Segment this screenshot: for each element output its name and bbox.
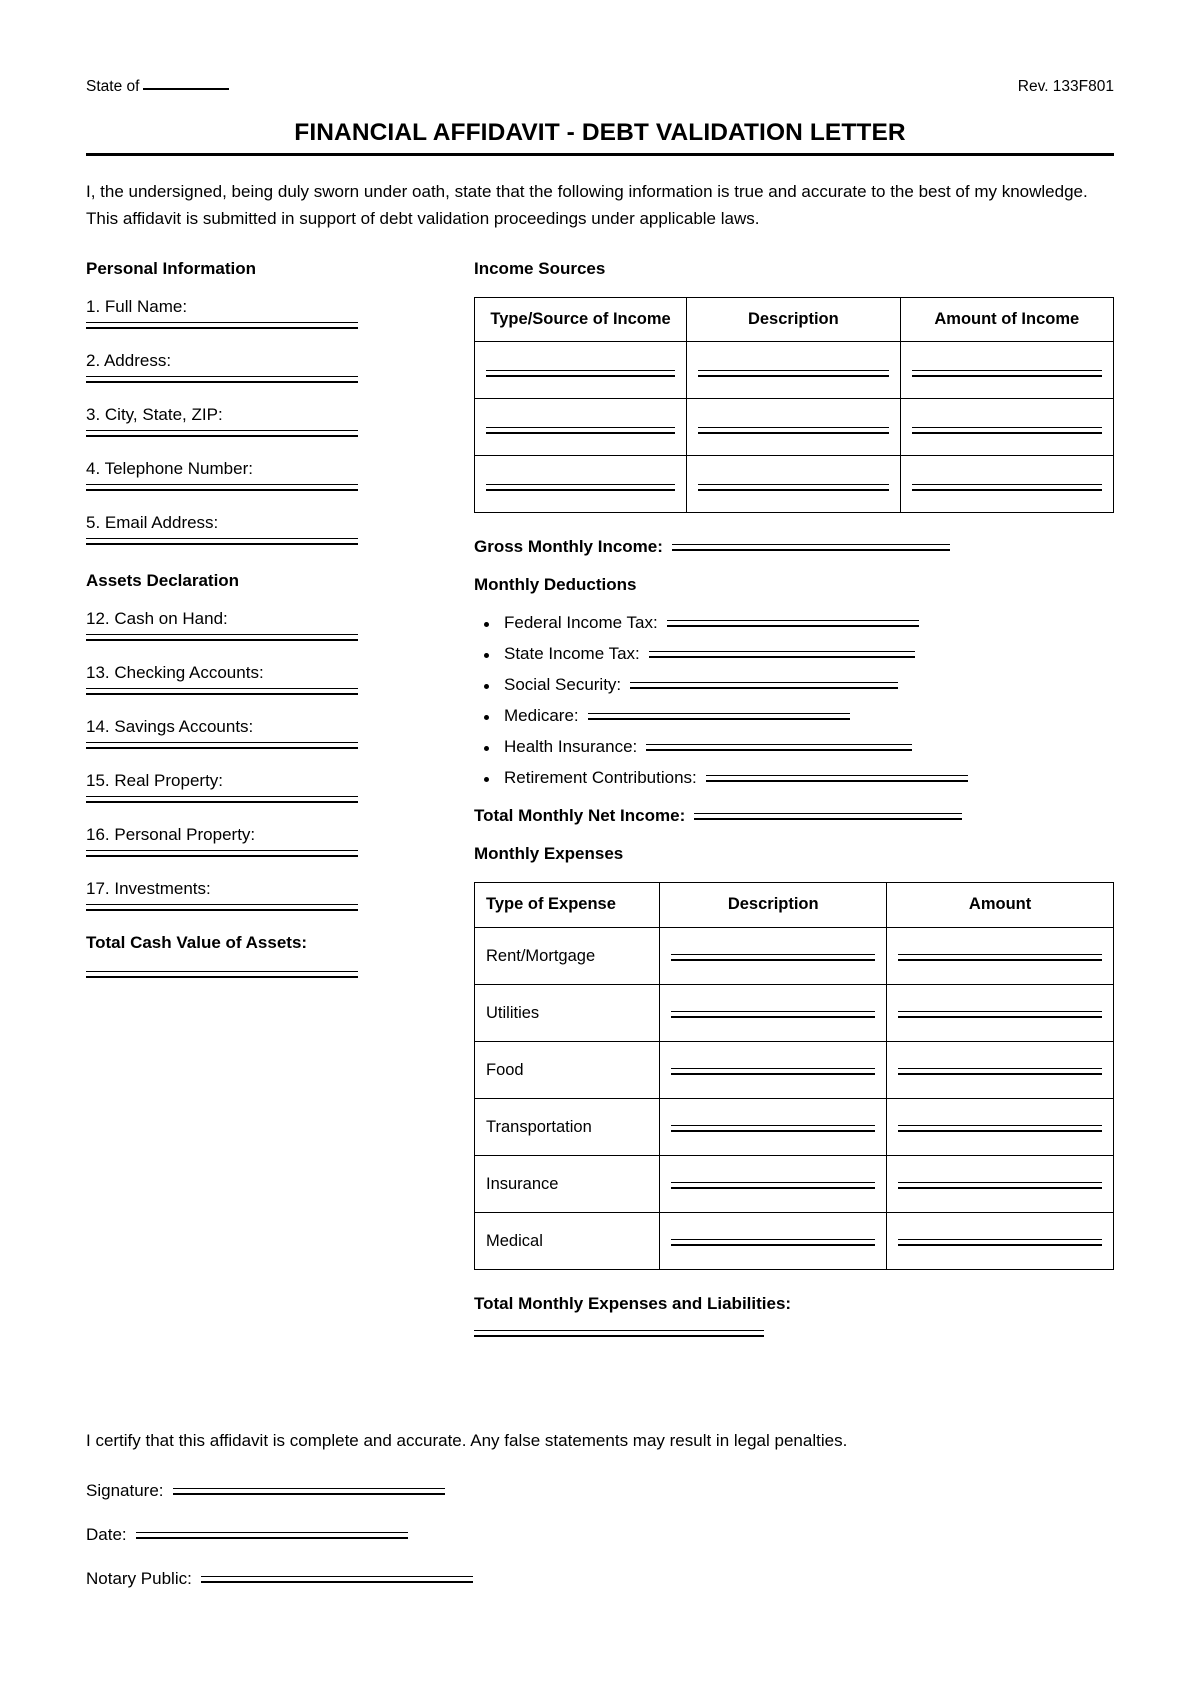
expense-type-medical: Medical — [475, 1213, 660, 1270]
expense-col-header-type: Type of Expense — [475, 883, 660, 928]
table-row — [475, 985, 1114, 1042]
input-checking-accounts[interactable] — [86, 688, 358, 695]
table-row — [475, 928, 1114, 985]
table-row — [475, 1213, 1114, 1270]
input-expense-description-utilities[interactable] — [671, 1011, 875, 1018]
income-col-header-description: Description — [687, 297, 900, 342]
input-savings-accounts[interactable] — [86, 742, 358, 749]
expense-cell-amount[interactable] — [887, 1042, 1114, 1099]
input-date[interactable] — [136, 1532, 408, 1539]
list-item — [504, 644, 1114, 664]
list-item — [504, 768, 1114, 788]
bullet-icon — [484, 777, 489, 782]
right-column — [461, 259, 1114, 1348]
expense-cell-description[interactable] — [660, 1156, 887, 1213]
expense-type-insurance: Insurance — [475, 1156, 660, 1213]
table-row — [475, 399, 1114, 456]
date-label: Date: — [86, 1525, 127, 1545]
notary-row — [86, 1569, 1114, 1589]
input-income-description-2[interactable] — [698, 427, 888, 434]
input-income-amount-2[interactable] — [912, 427, 1102, 434]
input-expense-amount-transportation[interactable] — [898, 1125, 1102, 1132]
bullet-icon — [484, 653, 489, 658]
income-cell-amount[interactable] — [900, 456, 1113, 513]
expense-type-utilities: Utilities — [475, 985, 660, 1042]
intro-paragraph: I, the undersigned, being duly sworn under oath, state that the following information is true and accurate to the best of my knowledge. This affidavit is submitted in support of debt validation proceedings under applicable laws. — [86, 181, 1088, 229]
input-income-type-1[interactable] — [486, 370, 675, 377]
income-cell-description[interactable] — [687, 456, 900, 513]
expense-table-header-row — [475, 883, 1114, 928]
expense-cell-amount[interactable] — [887, 1099, 1114, 1156]
income-cell-description[interactable] — [687, 399, 900, 456]
deduction-label-state-income-tax: State Income Tax: — [504, 644, 640, 664]
table-row — [475, 1156, 1114, 1213]
field-label-email: 5. Email Address: — [86, 512, 219, 532]
input-total-monthly-net-income[interactable] — [694, 813, 962, 820]
input-expense-description-medical[interactable] — [671, 1239, 875, 1246]
field-label-investments: 17. Investments: — [86, 878, 211, 898]
income-table-header-row — [475, 297, 1114, 342]
assets-declaration-heading: Assets Declaration — [86, 570, 240, 590]
input-expense-amount-food[interactable] — [898, 1068, 1102, 1075]
income-sources-table — [474, 297, 1114, 514]
input-income-type-2[interactable] — [486, 427, 675, 434]
expense-cell-description[interactable] — [660, 1099, 887, 1156]
expense-cell-amount[interactable] — [887, 1213, 1114, 1270]
monthly-deductions-heading: Monthly Deductions — [474, 575, 637, 595]
input-total-monthly-expenses[interactable] — [474, 1330, 764, 1337]
input-telephone[interactable] — [86, 484, 358, 491]
input-address[interactable] — [86, 376, 358, 383]
deduction-label-social-security: Social Security: — [504, 675, 622, 695]
table-row — [475, 342, 1114, 399]
content-columns — [86, 259, 1114, 1348]
input-total-cash-value[interactable] — [86, 971, 358, 978]
expense-cell-description[interactable] — [660, 928, 887, 985]
state-of-blank-input[interactable] — [143, 88, 229, 90]
table-row — [475, 456, 1114, 513]
personal-information-heading: Personal Information — [86, 258, 257, 278]
total-monthly-net-income-label: Total Monthly Net Income: — [474, 806, 686, 826]
input-expense-amount-rent-mortgage[interactable] — [898, 954, 1102, 961]
field-label-telephone: 4. Telephone Number: — [86, 458, 253, 478]
expense-col-header-amount: Amount — [887, 883, 1114, 928]
bullet-icon — [484, 622, 489, 627]
deduction-label-medicare: Medicare: — [504, 706, 579, 726]
table-row — [475, 1042, 1114, 1099]
assets-declaration-fields — [86, 609, 461, 911]
state-of-field — [86, 78, 229, 97]
expense-cell-amount[interactable] — [887, 985, 1114, 1042]
input-income-amount-1[interactable] — [912, 370, 1102, 377]
input-income-type-3[interactable] — [486, 484, 675, 491]
gross-monthly-income-label: Gross Monthly Income: — [474, 537, 663, 557]
input-real-property[interactable] — [86, 796, 358, 803]
income-sources-heading: Income Sources — [474, 258, 606, 278]
footer-block — [86, 1431, 1114, 1589]
title-divider — [86, 153, 1114, 156]
input-income-description-3[interactable] — [698, 484, 888, 491]
left-column — [86, 259, 461, 1000]
input-email[interactable] — [86, 538, 358, 545]
input-expense-description-transportation[interactable] — [671, 1125, 875, 1132]
field-label-city-state-zip: 3. City, State, ZIP: — [86, 404, 223, 424]
expense-type-food: Food — [475, 1042, 660, 1099]
expense-col-header-description: Description — [660, 883, 887, 928]
income-cell-description[interactable] — [687, 342, 900, 399]
notary-public-label: Notary Public: — [86, 1569, 192, 1589]
deduction-label-retirement-contributions: Retirement Contributions: — [504, 768, 697, 788]
input-signature[interactable] — [173, 1488, 445, 1495]
expense-cell-description[interactable] — [660, 985, 887, 1042]
table-row — [475, 1099, 1114, 1156]
field-label-savings-accounts: 14. Savings Accounts: — [86, 716, 254, 736]
input-income-description-1[interactable] — [698, 370, 888, 377]
income-col-header-type: Type/Source of Income — [475, 297, 687, 342]
income-cell-type[interactable] — [475, 342, 687, 399]
bullet-icon — [484, 684, 489, 689]
input-notary-public[interactable] — [201, 1576, 473, 1583]
state-of-label: State of — [86, 78, 140, 95]
total-monthly-expenses-label: Total Monthly Expenses and Liabilities: — [474, 1294, 792, 1314]
income-cell-type[interactable] — [475, 399, 687, 456]
total-cash-value-label: Total Cash Value of Assets: — [86, 932, 308, 952]
input-medicare[interactable] — [588, 713, 850, 720]
list-item — [504, 737, 1114, 757]
input-full-name[interactable] — [86, 322, 358, 329]
field-label-address: 2. Address: — [86, 350, 172, 370]
list-item — [504, 613, 1114, 633]
bullet-icon — [484, 715, 489, 720]
deduction-label-health-insurance: Health Insurance: — [504, 737, 638, 757]
personal-information-fields — [86, 297, 461, 545]
field-label-checking-accounts: 13. Checking Accounts: — [86, 662, 264, 682]
input-expense-amount-insurance[interactable] — [898, 1182, 1102, 1189]
field-label-full-name: 1. Full Name: — [86, 296, 188, 316]
expense-cell-description[interactable] — [660, 1213, 887, 1270]
input-social-security[interactable] — [630, 682, 898, 689]
input-health-insurance[interactable] — [646, 744, 912, 751]
signature-row — [86, 1481, 1114, 1501]
input-expense-description-insurance[interactable] — [671, 1182, 875, 1189]
revision-code: Rev. 133F801 — [1017, 78, 1114, 95]
deduction-label-federal-income-tax: Federal Income Tax: — [504, 613, 658, 633]
input-city-state-zip[interactable] — [86, 430, 358, 437]
input-investments[interactable] — [86, 904, 358, 911]
certification-statement: I certify that this affidavit is complete and accurate. Any false statements may result in legal penalties. — [86, 1431, 848, 1451]
gross-monthly-income-row — [474, 537, 1114, 557]
expense-cell-amount[interactable] — [887, 1156, 1114, 1213]
field-label-real-property: 15. Real Property: — [86, 770, 224, 790]
income-cell-type[interactable] — [475, 456, 687, 513]
field-label-personal-property: 16. Personal Property: — [86, 824, 256, 844]
expense-cell-amount[interactable] — [887, 928, 1114, 985]
income-cell-amount[interactable] — [900, 342, 1113, 399]
input-expense-description-food[interactable] — [671, 1068, 875, 1075]
monthly-deductions-list — [474, 613, 1114, 788]
monthly-expenses-table — [474, 882, 1114, 1270]
input-cash-on-hand[interactable] — [86, 634, 358, 641]
input-expense-amount-medical[interactable] — [898, 1239, 1102, 1246]
list-item — [504, 706, 1114, 726]
input-income-amount-3[interactable] — [912, 484, 1102, 491]
date-row — [86, 1525, 1114, 1545]
input-state-income-tax[interactable] — [649, 651, 915, 658]
input-retirement-contributions[interactable] — [706, 775, 968, 782]
input-expense-amount-utilities[interactable] — [898, 1011, 1102, 1018]
income-col-header-amount: Amount of Income — [900, 297, 1113, 342]
input-gross-monthly-income[interactable] — [672, 544, 950, 551]
document-header — [86, 78, 1114, 97]
monthly-expenses-heading: Monthly Expenses — [474, 844, 624, 864]
bullet-icon — [484, 746, 489, 751]
signature-label: Signature: — [86, 1481, 164, 1501]
expense-cell-description[interactable] — [660, 1042, 887, 1099]
income-cell-amount[interactable] — [900, 399, 1113, 456]
total-monthly-net-income-row — [474, 806, 1114, 826]
input-federal-income-tax[interactable] — [667, 620, 919, 627]
field-label-cash-on-hand: 12. Cash on Hand: — [86, 608, 228, 628]
input-personal-property[interactable] — [86, 850, 358, 857]
input-expense-description-rent-mortgage[interactable] — [671, 954, 875, 961]
expense-type-rent-mortgage: Rent/Mortgage — [475, 928, 660, 985]
list-item — [504, 675, 1114, 695]
expense-type-transportation: Transportation — [475, 1099, 660, 1156]
page-title: FINANCIAL AFFIDAVIT - DEBT VALIDATION LETTER — [294, 118, 906, 146]
